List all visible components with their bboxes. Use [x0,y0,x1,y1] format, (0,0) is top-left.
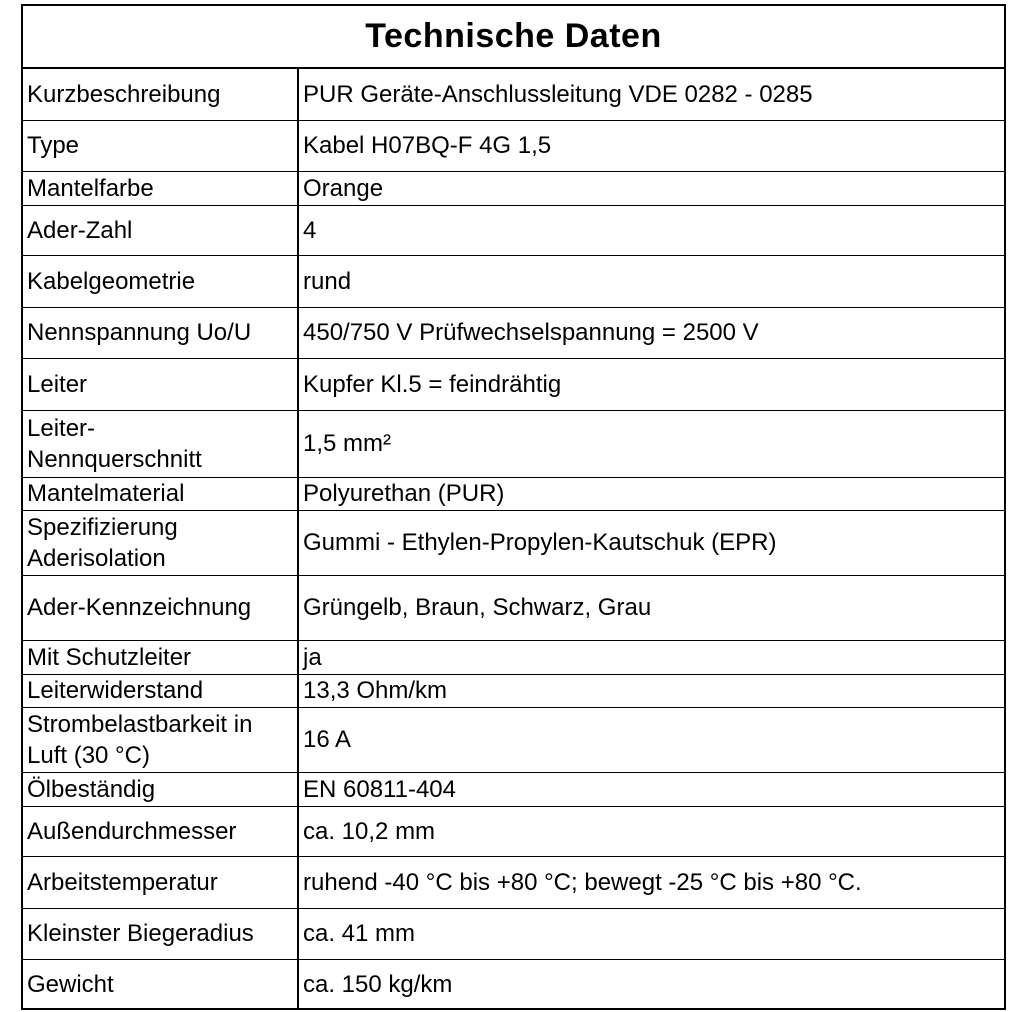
row-label: Außendurchmesser [23,807,299,856]
table-row [23,172,1004,206]
row-value: 4 [303,216,317,244]
row-value: 450/750 V Prüfwechselspannung = 2500 V [303,319,759,347]
row-value: ca. 150 kg/km [303,971,453,999]
table-title: Technische Daten [23,6,1004,69]
row-value: Kabel H07BQ-F 4G 1,5 [303,132,552,160]
row-value: ja [303,643,322,671]
table-row [23,909,1004,960]
row-label: Kurzbeschreibung [23,69,299,120]
table-row [23,359,1004,411]
table-row [23,206,1004,256]
row-value: 1,5 mm² [303,430,392,458]
row-value: Grüngelb, Braun, Schwarz, Grau [303,594,652,622]
row-label: Mantelmaterial [23,478,299,510]
row-label: Kabelgeometrie [23,256,299,307]
table-row [23,807,1004,857]
row-value: Polyurethan (PUR) [303,480,505,508]
row-label: Leiter [23,359,299,410]
row-label: Leiterwiderstand [23,675,299,707]
row-value: 13,3 Ohm/km [303,677,448,705]
row-value: PUR Geräte-Anschlussleitung VDE 0282 - 0285 [303,80,813,108]
row-label: Spezifizierung Aderisolation [23,511,299,575]
table-row [23,478,1004,511]
row-label: Leiter- Nennquerschnitt [23,411,299,477]
row-label: Kleinster Biegeradius [23,909,299,959]
row-label: Arbeitstemperatur [23,857,299,908]
row-value: Orange [303,174,384,202]
table-body [23,69,1004,1010]
row-label: Nennspannung Uo/U [23,308,299,358]
table-row [23,121,1004,172]
row-label: Gewicht [23,960,299,1010]
row-label: Ölbeständig [23,773,299,806]
row-value: EN 60811-404 [303,775,456,803]
table-row [23,857,1004,909]
row-label: Type [23,121,299,171]
table-row [23,411,1004,478]
row-value: ca. 41 mm [303,920,416,948]
row-label: Ader-Kennzeichnung [23,576,299,640]
table-row [23,675,1004,708]
row-value: Kupfer Kl.5 = feindrähtig [303,370,562,398]
table-row [23,960,1004,1010]
table-row [23,773,1004,807]
table-row [23,708,1004,773]
row-label: Mantelfarbe [23,172,299,205]
row-value: ruhend -40 °C bis +80 °C; bewegt -25 °C bis +80 °C. [303,868,862,896]
table-row [23,69,1004,121]
table-row [23,576,1004,641]
table-row [23,308,1004,359]
row-value: Gummi - Ethylen-Propylen-Kautschuk (EPR) [303,529,777,557]
table-row [23,641,1004,675]
row-value: 16 A [303,726,352,754]
table-row [23,256,1004,308]
row-label: Ader-Zahl [23,206,299,255]
row-value: ca. 10,2 mm [303,817,436,845]
table-row [23,511,1004,576]
row-label: Strombelastbarkeit in Luft (30 °C) [23,708,299,772]
technical-data-table [21,4,1006,1010]
row-label: Mit Schutzleiter [23,641,299,674]
row-value: rund [303,267,352,295]
